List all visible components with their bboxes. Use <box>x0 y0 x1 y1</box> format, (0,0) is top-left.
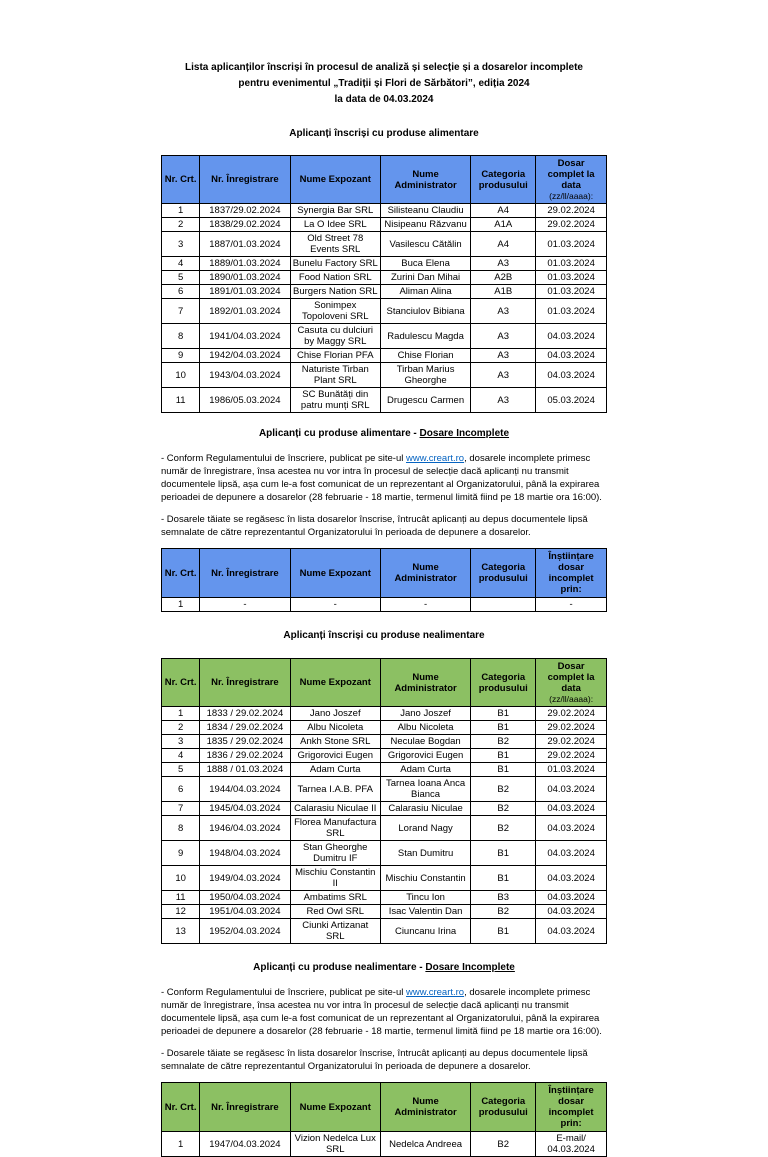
column-header: Nume Administrator <box>380 549 470 598</box>
table-cell: 10 <box>162 363 200 388</box>
table-cell: B1 <box>471 866 536 891</box>
table-cell: Ciunki Artizanat SRL <box>290 919 380 944</box>
table-cell: Chise Florian <box>380 349 470 363</box>
table-cell: Radulescu Magda <box>380 324 470 349</box>
table-cell: - <box>200 598 290 612</box>
table-cell: 9 <box>162 349 200 363</box>
table-cell: 5 <box>162 763 200 777</box>
table-row <box>162 721 607 735</box>
note-paragraph-1 <box>161 986 607 1038</box>
table-cell: A1B <box>471 285 536 299</box>
table-cell: Albu Nicoleta <box>380 721 470 735</box>
table-cell: 1890/01.03.2024 <box>200 271 290 285</box>
table-cell: 1947/04.03.2024 <box>200 1132 290 1157</box>
table-cell: B1 <box>471 763 536 777</box>
column-header: Înștiințare dosar incomplet prin: <box>536 1083 607 1132</box>
nonfood-applicants-table <box>161 658 607 944</box>
table-cell: 04.03.2024 <box>536 866 607 891</box>
table-cell: 1943/04.03.2024 <box>200 363 290 388</box>
table-cell: 1833 / 29.02.2024 <box>200 707 290 721</box>
column-header: Categoria produsului <box>471 549 536 598</box>
note-paragraph-2: - Dosarele tăiate se regăsesc în lista dosarelor înscrise, întrucât aplicanți au depus documentele lipsă semnalate de către reprezentantul Organizatorului în perioada de depunere a dosarelor. <box>161 1048 588 1072</box>
table-cell: A2B <box>471 271 536 285</box>
column-header: Dosar complet la data (zz/ll/aaaa): <box>536 659 607 707</box>
table-row <box>162 919 607 944</box>
table-cell: 1950/04.03.2024 <box>200 891 290 905</box>
table-cell: 1942/04.03.2024 <box>200 349 290 363</box>
table-cell: Tincu Ion <box>380 891 470 905</box>
table-cell: Adam Curta <box>290 763 380 777</box>
table-cell: 4 <box>162 257 200 271</box>
table-cell: 29.02.2024 <box>536 204 607 218</box>
table-cell: 1888 / 01.03.2024 <box>200 763 290 777</box>
table-cell: Adam Curta <box>380 763 470 777</box>
column-header: Nume Expozant <box>290 549 380 598</box>
table-row <box>162 324 607 349</box>
section-heading-nonfood: Aplicanți înscriși cu produse nealimentare <box>283 630 485 641</box>
table-cell: 1837/29.02.2024 <box>200 204 290 218</box>
table-cell: 1945/04.03.2024 <box>200 802 290 816</box>
table-cell: 04.03.2024 <box>536 324 607 349</box>
table-cell: Buca Elena <box>380 257 470 271</box>
table-row <box>162 363 607 388</box>
table-cell: 01.03.2024 <box>536 271 607 285</box>
table-row <box>162 763 607 777</box>
table-cell: B2 <box>471 1132 536 1157</box>
table-cell: B2 <box>471 905 536 919</box>
header-row <box>162 659 607 707</box>
creart-link[interactable]: www.creart.ro <box>406 987 465 998</box>
section-heading-prefix: Aplicanți cu produse nealimentare - <box>253 962 426 973</box>
document-title-line-1: Lista aplicanților înscriși în procesul de analiză și selecție și a dosarelor incomplete <box>185 62 583 73</box>
table-cell: 1838/29.02.2024 <box>200 218 290 232</box>
table-cell: 01.03.2024 <box>536 285 607 299</box>
table-cell: B2 <box>471 735 536 749</box>
table-cell: Naturiste Tirban Plant SRL <box>290 363 380 388</box>
note-text: - Conform Regulamentului de înscriere, publicat pe site-ul <box>161 987 407 998</box>
table-cell: 1891/01.03.2024 <box>200 285 290 299</box>
table-cell: Vasilescu Cătălin <box>380 232 470 257</box>
table-cell: 4 <box>162 749 200 763</box>
table-cell: 05.03.2024 <box>536 388 607 413</box>
table-cell: Florea Manufactura SRL <box>290 816 380 841</box>
table-cell: 1835 / 29.02.2024 <box>200 735 290 749</box>
table-cell: 6 <box>162 777 200 802</box>
table-cell: 29.02.2024 <box>536 735 607 749</box>
section-heading-underlined: Dosare Incomplete <box>419 428 510 439</box>
table-cell: 8 <box>162 324 200 349</box>
table-row <box>162 598 607 612</box>
table-cell: Mischiu Constantin <box>380 866 470 891</box>
table-cell: 29.02.2024 <box>536 218 607 232</box>
table-cell: Nedelca Andreea <box>380 1132 470 1157</box>
table-cell: 01.03.2024 <box>536 299 607 324</box>
table-cell: Ambatims SRL <box>290 891 380 905</box>
column-header-suffix: (zz/ll/aaaa): <box>549 694 594 704</box>
table-cell: B1 <box>471 841 536 866</box>
table-row <box>162 841 607 866</box>
table-cell: 2 <box>162 218 200 232</box>
table-row <box>162 777 607 802</box>
column-header: Nume Expozant <box>290 659 380 707</box>
table-row <box>162 816 607 841</box>
table-cell: 29.02.2024 <box>536 721 607 735</box>
table-cell: Red Owl SRL <box>290 905 380 919</box>
table-cell: 04.03.2024 <box>536 363 607 388</box>
table-cell: 1889/01.03.2024 <box>200 257 290 271</box>
column-header: Nume Administrator <box>380 1083 470 1132</box>
table-cell: 7 <box>162 802 200 816</box>
table-cell: 1 <box>162 1132 200 1157</box>
table-row <box>162 1132 607 1157</box>
table-cell: 04.03.2024 <box>536 891 607 905</box>
column-header: Nr. Înregistrare <box>200 549 290 598</box>
note-text: , dosarele incomplete primesc număr de înregistrare, însa acestea nu vor intra în procesul de selecție dacă aplicanți nu transmit documentele lipsă, așa cum le-a fost comunicat de un reprezentant al Organizatorului, până la expirarea perioadei de depunere a dosarelor (28 februarie - 18 martie, termenul limită fiind pe 18 martie ora 16:00). <box>161 987 602 1037</box>
column-header: Nr. Crt. <box>162 1083 200 1132</box>
table-cell: B2 <box>471 816 536 841</box>
nonfood-incomplete-table <box>161 1082 607 1157</box>
table-cell: Grigorovici Eugen <box>380 749 470 763</box>
table-cell: Lorand Nagy <box>380 816 470 841</box>
table-cell: Tarnea I.A.B. PFA <box>290 777 380 802</box>
table-cell: - <box>380 598 470 612</box>
table-cell: 1948/04.03.2024 <box>200 841 290 866</box>
table-cell: 04.03.2024 <box>536 816 607 841</box>
table-cell: - <box>290 598 380 612</box>
table-row <box>162 285 607 299</box>
table-cell: 1949/04.03.2024 <box>200 866 290 891</box>
table-cell: Jano Joszef <box>380 707 470 721</box>
table-row <box>162 271 607 285</box>
table-cell: 1836 / 29.02.2024 <box>200 749 290 763</box>
table-cell: Tirban Marius Gheorghe <box>380 363 470 388</box>
table-cell: Casuta cu dulciuri by Maggy SRL <box>290 324 380 349</box>
table-cell: SC Bunătăți din patru munți SRL <box>290 388 380 413</box>
table-row <box>162 257 607 271</box>
note-text: - Conform Regulamentului de înscriere, publicat pe site-ul <box>161 453 407 464</box>
table-cell: Tarnea Ioana Anca Bianca <box>380 777 470 802</box>
document-title-line-3: la data de 04.03.2024 <box>334 94 434 105</box>
table-cell <box>471 598 536 612</box>
document-title-line-2: pentru evenimentul „Tradiții și Flori de Sărbători”, ediția 2024 <box>238 78 530 89</box>
table-row <box>162 232 607 257</box>
food-applicants-table <box>161 155 607 413</box>
table-cell: Burgers Nation SRL <box>290 285 380 299</box>
table-row <box>162 204 607 218</box>
table-cell: 1944/04.03.2024 <box>200 777 290 802</box>
section-heading-underlined: Dosare Incomplete <box>425 962 515 973</box>
table-cell: Synergia Bar SRL <box>290 204 380 218</box>
table-cell: 1892/01.03.2024 <box>200 299 290 324</box>
table-cell: Ciuncanu Irina <box>380 919 470 944</box>
table-cell: Silisteanu Claudiu <box>380 204 470 218</box>
table-cell: 1946/04.03.2024 <box>200 816 290 841</box>
table-cell: 1986/05.03.2024 <box>200 388 290 413</box>
table-cell: Zurini Dan Mihai <box>380 271 470 285</box>
table-cell: Albu Nicoleta <box>290 721 380 735</box>
column-header: Categoria produsului <box>471 659 536 707</box>
table-cell: Grigorovici Eugen <box>290 749 380 763</box>
table-cell: 1952/04.03.2024 <box>200 919 290 944</box>
table-cell: B2 <box>471 802 536 816</box>
table-cell: A3 <box>471 299 536 324</box>
table-cell: A3 <box>471 363 536 388</box>
table-cell: 01.03.2024 <box>536 232 607 257</box>
section-heading-prefix: Aplicanți cu produse alimentare - <box>258 428 420 439</box>
table-row <box>162 735 607 749</box>
food-incomplete-table <box>161 548 607 612</box>
table-row <box>162 749 607 763</box>
table-cell: 1 <box>162 598 200 612</box>
table-cell: 04.03.2024 <box>536 777 607 802</box>
table-cell: B1 <box>471 749 536 763</box>
table-row <box>162 707 607 721</box>
table-cell: 04.03.2024 <box>536 841 607 866</box>
table-cell: 2 <box>162 721 200 735</box>
table-cell: 13 <box>162 919 200 944</box>
column-header: Categoria produsului <box>471 156 536 204</box>
table-cell: - <box>536 598 607 612</box>
notes-nonfood-incomplete <box>161 986 607 1073</box>
table-cell: 1834 / 29.02.2024 <box>200 721 290 735</box>
column-header: Nume Expozant <box>290 156 380 204</box>
section-heading-food-incomplete <box>161 428 607 440</box>
table-cell: 11 <box>162 388 200 413</box>
table-cell: Stan Dumitru <box>380 841 470 866</box>
table-cell: A3 <box>471 257 536 271</box>
table-cell: A1A <box>471 218 536 232</box>
column-header: Nume Administrator <box>380 156 470 204</box>
table-row <box>162 299 607 324</box>
table-row <box>162 349 607 363</box>
column-header: Dosar complet la data (zz/ll/aaaa): <box>536 156 607 204</box>
creart-link[interactable]: www.creart.ro <box>406 453 465 464</box>
column-header: Nr. Crt. <box>162 659 200 707</box>
header-row <box>162 549 607 598</box>
note-paragraph-2: - Dosarele tăiate se regăsesc în lista dosarelor înscrise, întrucât aplicanți au depus documentele lipsă semnalate de către reprezentantul Organizatorului în perioada de depunere a dosarelor. <box>161 514 588 538</box>
table-cell: 3 <box>162 735 200 749</box>
table-cell: Stan Gheorghe Dumitru IF <box>290 841 380 866</box>
table-cell: 11 <box>162 891 200 905</box>
table-row <box>162 218 607 232</box>
table-cell: A4 <box>471 204 536 218</box>
table-cell: Stanciulov Bibiana <box>380 299 470 324</box>
section-heading-food: Aplicanți înscriși cu produse alimentare <box>289 128 479 139</box>
table-cell: Drugescu Carmen <box>380 388 470 413</box>
table-row <box>162 866 607 891</box>
column-header: Nume Administrator <box>380 659 470 707</box>
table-cell: 04.03.2024 <box>536 919 607 944</box>
table-cell: 10 <box>162 866 200 891</box>
table-row <box>162 388 607 413</box>
table-cell: Isac Valentin Dan <box>380 905 470 919</box>
table-cell: Neculae Bogdan <box>380 735 470 749</box>
table-cell: 04.03.2024 <box>536 802 607 816</box>
table-cell: 01.03.2024 <box>536 763 607 777</box>
table-cell: 1941/04.03.2024 <box>200 324 290 349</box>
document-page <box>161 0 607 1157</box>
table-cell: Jano Joszef <box>290 707 380 721</box>
table-cell: 04.03.2024 <box>536 905 607 919</box>
column-header-suffix: (zz/ll/aaaa): <box>549 191 594 201</box>
table-cell: B3 <box>471 891 536 905</box>
table-cell: 1887/01.03.2024 <box>200 232 290 257</box>
column-header: Nr. Înregistrare <box>200 659 290 707</box>
table-cell: B2 <box>471 777 536 802</box>
table-cell: 9 <box>162 841 200 866</box>
table-cell: B1 <box>471 707 536 721</box>
table-cell: Calarasiu Niculae <box>380 802 470 816</box>
table-cell: 1 <box>162 204 200 218</box>
table-cell: 12 <box>162 905 200 919</box>
column-header: Nr. Înregistrare <box>200 156 290 204</box>
table-cell: 6 <box>162 285 200 299</box>
header-row <box>162 1083 607 1132</box>
table-cell: Mischiu Constantin II <box>290 866 380 891</box>
table-cell: 1 <box>162 707 200 721</box>
note-paragraph-1 <box>161 452 607 504</box>
table-cell: Old Street 78 Events SRL <box>290 232 380 257</box>
column-header: Nr. Crt. <box>162 549 200 598</box>
table-cell: 04.03.2024 <box>536 349 607 363</box>
table-cell: Food Nation SRL <box>290 271 380 285</box>
table-cell: Sonimpex Topoloveni SRL <box>290 299 380 324</box>
table-cell: Nisipeanu Răzvanu <box>380 218 470 232</box>
table-cell: 5 <box>162 271 200 285</box>
table-cell: 29.02.2024 <box>536 707 607 721</box>
document-title <box>161 60 607 108</box>
table-row <box>162 905 607 919</box>
column-header: Nume Expozant <box>290 1083 380 1132</box>
table-cell: 29.02.2024 <box>536 749 607 763</box>
table-cell: La O Idee SRL <box>290 218 380 232</box>
table-cell: A4 <box>471 232 536 257</box>
table-cell: 7 <box>162 299 200 324</box>
column-header: Categoria produsului <box>471 1083 536 1132</box>
notes-food-incomplete <box>161 452 607 539</box>
table-cell: Vizion Nedelca Lux SRL <box>290 1132 380 1157</box>
table-cell: 8 <box>162 816 200 841</box>
table-cell: B1 <box>471 721 536 735</box>
table-cell: 3 <box>162 232 200 257</box>
column-header: Nr. Crt. <box>162 156 200 204</box>
table-cell: Chise Florian PFA <box>290 349 380 363</box>
table-cell: 01.03.2024 <box>536 257 607 271</box>
table-cell: Ankh Stone SRL <box>290 735 380 749</box>
table-cell: A3 <box>471 388 536 413</box>
header-row <box>162 156 607 204</box>
table-row <box>162 891 607 905</box>
table-cell: Aliman Alina <box>380 285 470 299</box>
table-cell: Calarasiu Niculae II <box>290 802 380 816</box>
table-cell: Bunelu Factory SRL <box>290 257 380 271</box>
table-cell: E-mail/ 04.03.2024 <box>536 1132 607 1157</box>
column-header: Înștiințare dosar incomplet prin: <box>536 549 607 598</box>
column-header: Nr. Înregistrare <box>200 1083 290 1132</box>
table-cell: 1951/04.03.2024 <box>200 905 290 919</box>
note-text: , dosarele incomplete primesc număr de înregistrare, însa acestea nu vor intra în procesul de selecție dacă aplicanți nu transmit documentele lipsă, așa cum le-a fost comunicat de un reprezentant al Organizatorului, până la expirarea perioadei de depunere a dosarelor (28 februarie - 18 martie, termenul limită fiind pe 18 martie ora 16:00). <box>161 453 602 503</box>
table-cell: A3 <box>471 349 536 363</box>
table-cell: B1 <box>471 919 536 944</box>
section-heading-nonfood-incomplete <box>161 962 607 974</box>
table-cell: A3 <box>471 324 536 349</box>
table-row <box>162 802 607 816</box>
